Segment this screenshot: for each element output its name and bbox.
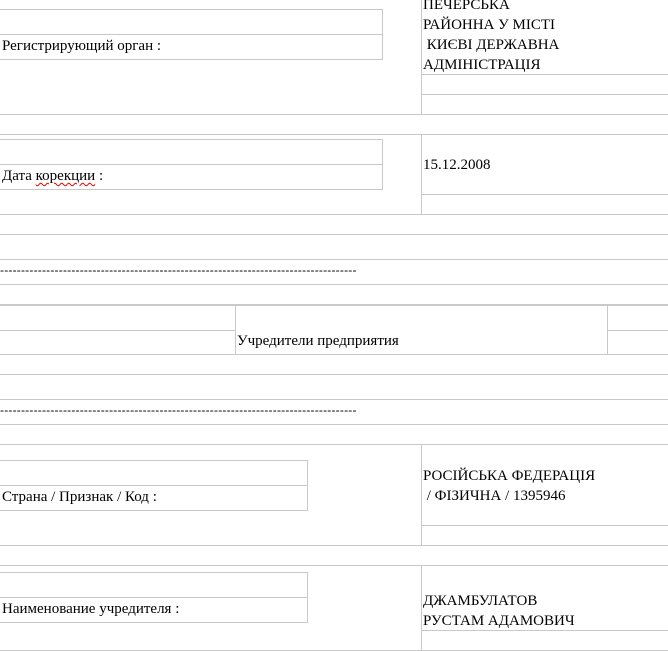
correction-date-label: [2, 166, 103, 186]
correction-label-suffix: :: [95, 168, 104, 184]
registrar-label: Регистрирующий орган :: [2, 38, 162, 54]
founder-name-line-2: РУСТАМ АДАМОВИЧ: [423, 613, 575, 629]
correction-label-prefix: Дата: [2, 168, 36, 184]
misspelled-word: корекции: [35, 168, 96, 184]
country-value-line-2: / ФІЗИЧНА / 1395946: [423, 488, 566, 504]
founder-name-line-1: ДЖАМБУЛАТОВ: [423, 593, 538, 609]
separator-line: -------------------------------------------------------------------------------------: [0, 263, 357, 277]
registrar-value-line-3: КИЄВІ ДЕРЖАВНА: [423, 37, 560, 53]
registrar-value-line-1: ПЕЧЕРСЬКА: [423, 0, 510, 13]
correction-date-value: 15.12.2008: [423, 157, 491, 173]
separator-line: -------------------------------------------------------------------------------------: [0, 403, 357, 417]
country-value-line-1: РОСІЙСЬКА ФЕДЕРАЦІЯ: [423, 468, 596, 484]
founder-name-label: Наименование учредителя :: [2, 601, 180, 617]
country-label: Страна / Признак / Код :: [2, 489, 157, 505]
registrar-value-line-4: АДМІНІСТРАЦІЯ: [423, 57, 541, 73]
registrar-value-line-2: РАЙОННА У МІСТІ: [423, 17, 556, 33]
founders-heading: Учредители предприятия: [237, 333, 399, 349]
